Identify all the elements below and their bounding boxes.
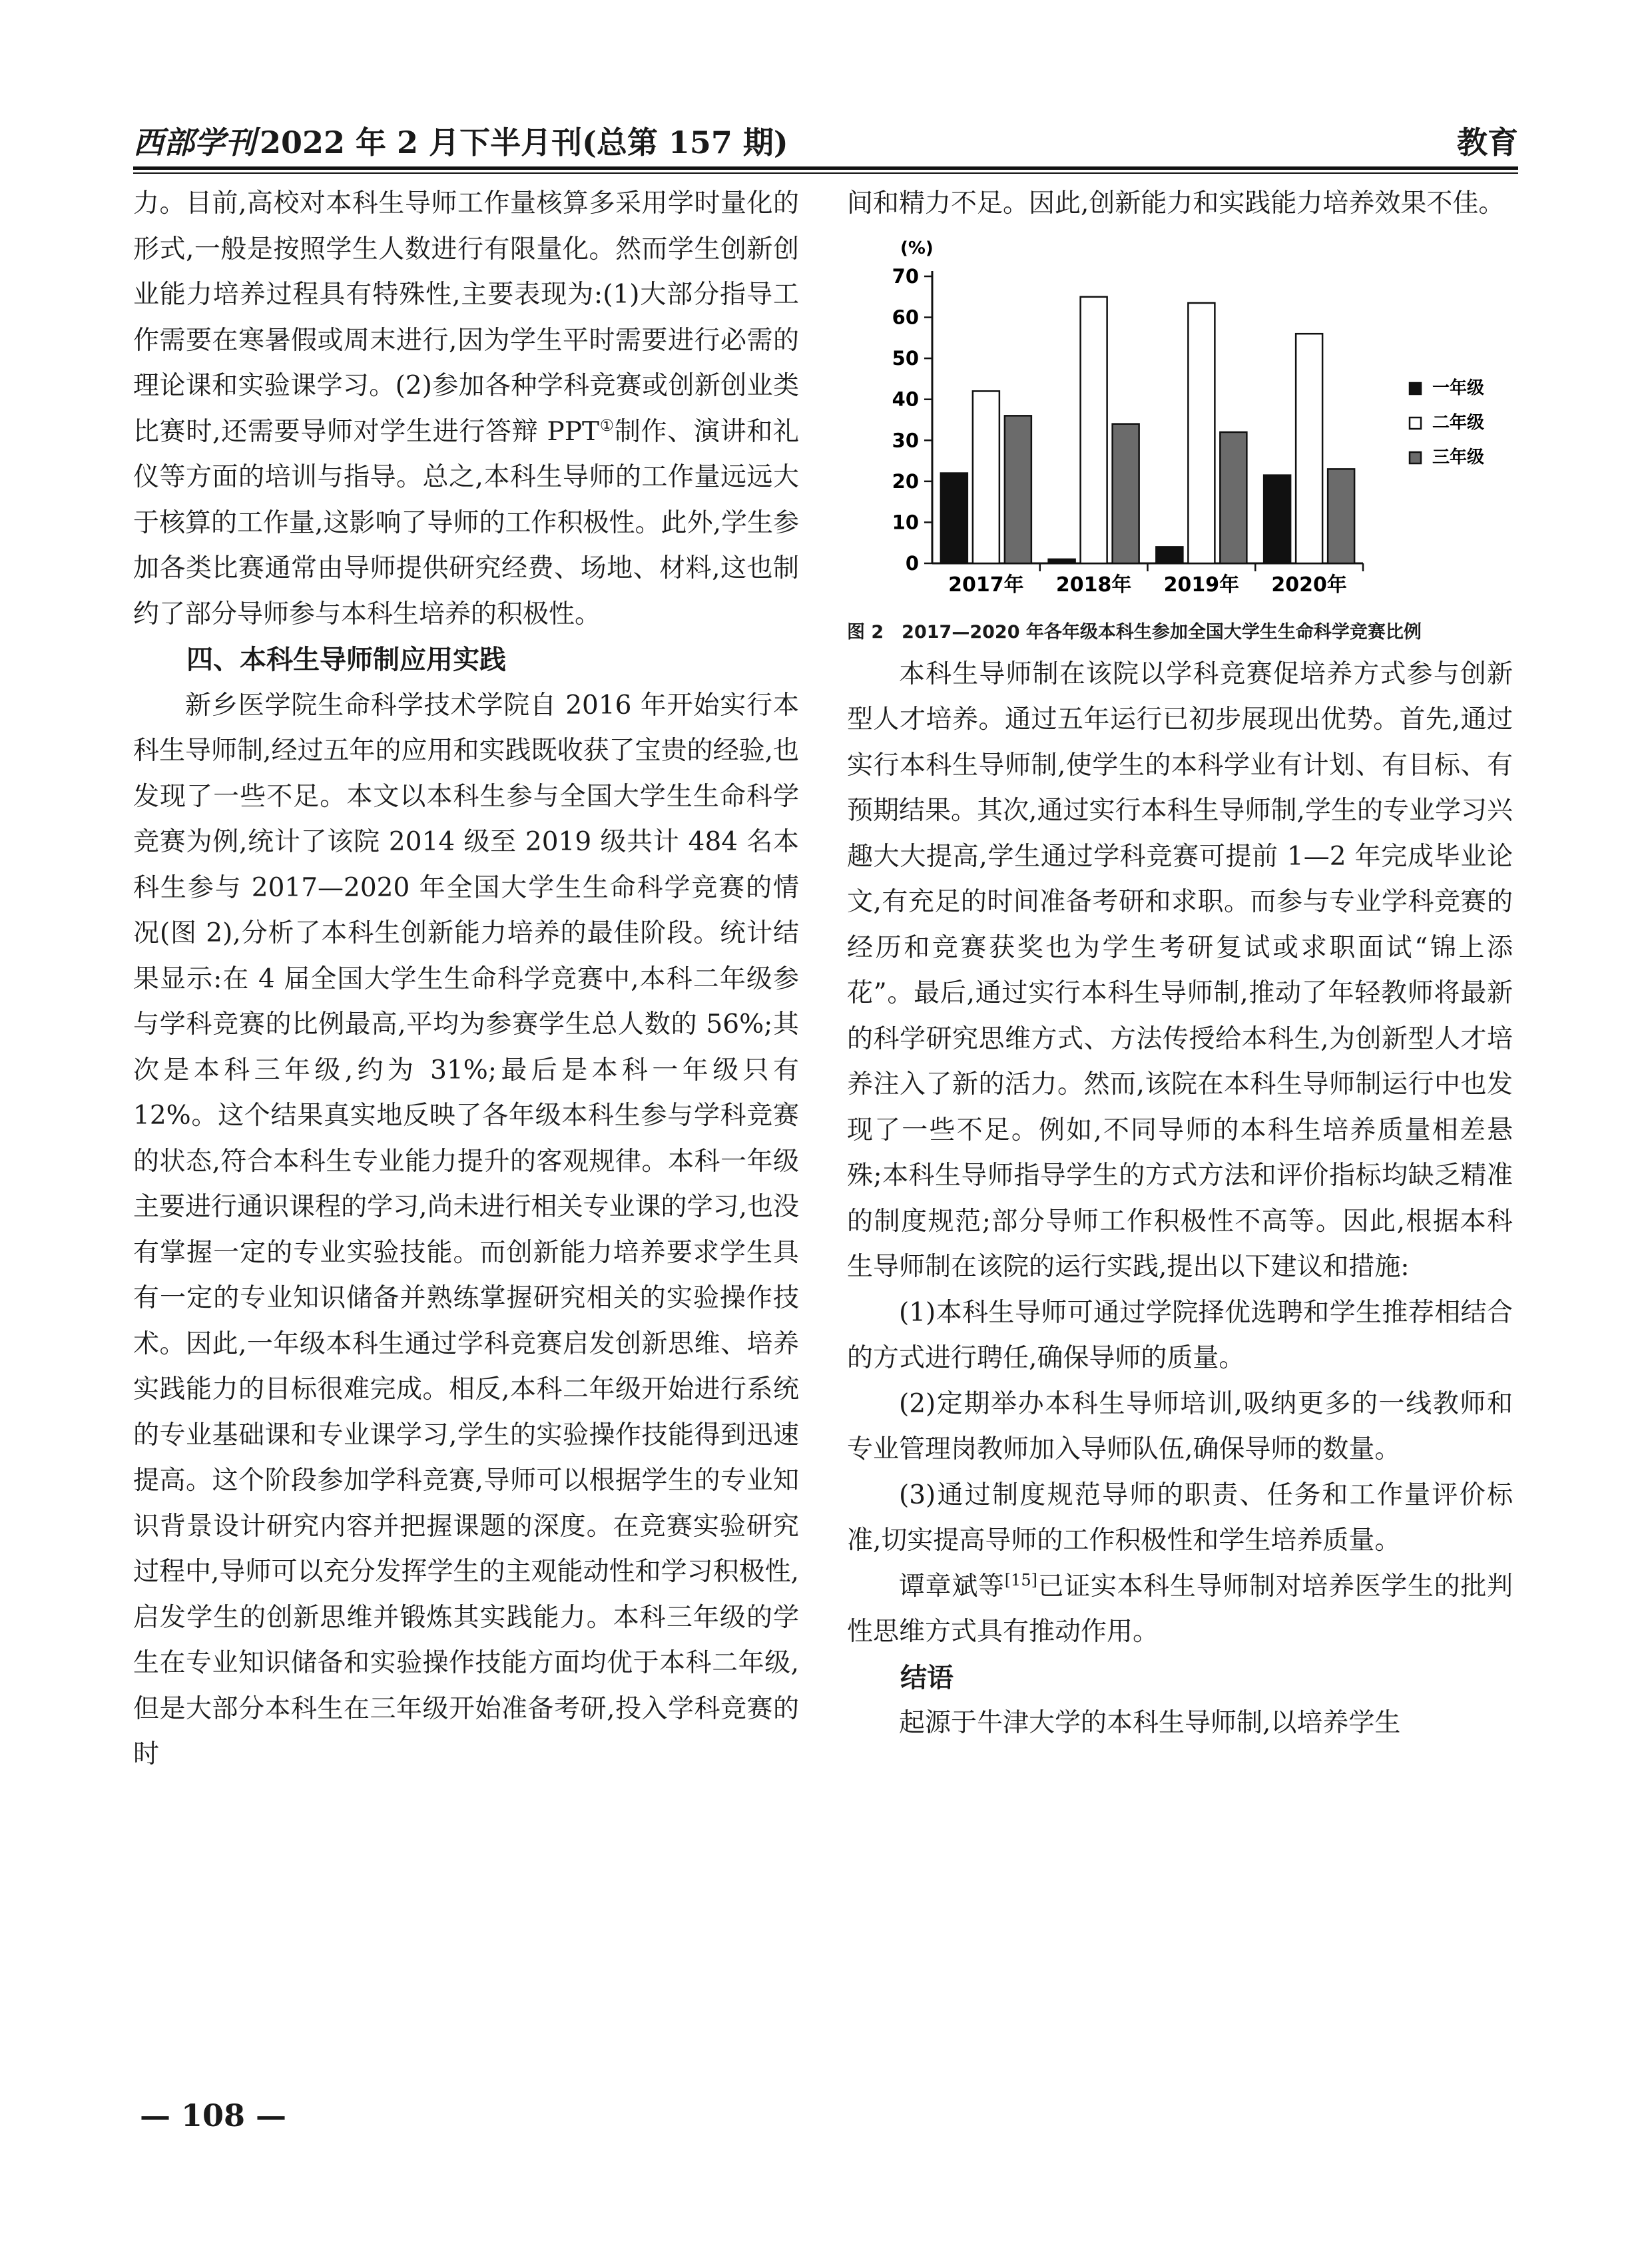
paragraph-text: 力。目前,高校对本科生导师工作量核算多采用学时量化的形式,一般是按照学生人数进行有限量化。然而学生创新创业能力培养过程具有特殊性,主要表现为:(1)大部分指导工作需要在寒暑假或周末进行,因为学生平时需要进行必需的理论课和实验课学习。(2)参加各种学科竞赛或创新创业类比赛时,还需要导师对学生进行答辩 PPT (133, 188, 799, 447)
section-heading: 四、本科生导师制应用实践 (186, 645, 506, 675)
legend-swatch (1410, 452, 1421, 463)
right-column (847, 181, 1513, 1747)
list-item: (3)通过制度规范导师的职责、任务和工作量评价标准,切实提高导师的工作积极性和学生培养质量。 (847, 1480, 1513, 1555)
legend-label: 三年级 (1432, 447, 1485, 467)
left-column (133, 181, 799, 1778)
bar-2-2019年 (1188, 303, 1215, 563)
list-item: (1)本科生导师可通过学院择优选聘和学生推荐相结合的方式进行聘任,确保导师的质量。 (847, 1297, 1513, 1373)
paragraph (847, 1564, 1513, 1655)
bar-1-2017年 (941, 473, 967, 563)
bar-3-2019年 (1220, 431, 1246, 563)
section-heading: 结语 (900, 1662, 954, 1693)
legend-swatch (1410, 383, 1421, 394)
list-item: (2)定期举办本科生导师培训,吸纳更多的一线教师和专业管理岗教师加入导师队伍,确保导师的数量。 (847, 1388, 1513, 1464)
bar-2-2018年 (1081, 296, 1107, 563)
y-tick-label: 20 (892, 469, 919, 493)
y-tick-label: 70 (892, 264, 919, 288)
legend-label: 二年级 (1432, 412, 1485, 433)
figure-caption: 图 2 2017—2020 年各年级本科生参加全国大学生生命科学竞赛比例 (847, 621, 1422, 643)
paragraph-text: 制作、演讲和礼仪等方面的培训与指导。总之,本科生导师的工作量远远大于核算的工作量,这影响了导师的工作积极性。此外,学生参加各类比赛通常由导师提供研究经费、场地、材料,这也制约了部分导师参与本科生培养的积极性。 (133, 416, 799, 629)
bar-1-2020年 (1264, 475, 1290, 563)
page-header (133, 112, 1518, 165)
legend-swatch (1410, 418, 1421, 429)
paragraph: 本科生导师制在该院以学科竞赛促培养方式参与创新型人才培养。通过五年运行已初步展现出优势。首先,通过实行本科生导师制,使学生的本科学业有计划、有目标、有预期结果。其次,通过实行本科生导师制,学生的专业学习兴趣大大提高,学生通过学科竞赛可提前 1—2 年完成毕业论文,有充足的时间准备考研和求职。而参与专业学科竞赛的经历和竞赛获奖也为学生考研复试或求职面试“锦上添花”。最后,通过实行本科生导师制,推动了年轻教师将最新的科学研究思维方式、方法传授给本科生,为创新型人才培养注入了新的活力。然而,该院在本科生导师制运行中也发现了一些不足。例如,不同导师的本科生培养质量相差悬殊;本科生导师指导学生的方式方法和评价指标均缺乏精准的制度规范;部分导师工作积极性不高等。因此,根据本科生导师制在该院的运行实践,提出以下建议和措施: (847, 659, 1513, 1282)
journal-title (133, 119, 788, 162)
bar-1-2019年 (1156, 547, 1183, 563)
x-tick-label: 2020年 (1271, 573, 1347, 597)
header-rule (133, 166, 1518, 174)
journal-logo: 西部学刊 (133, 125, 256, 160)
legend-label: 一年级 (1432, 378, 1485, 398)
bar-2-2020年 (1296, 334, 1322, 563)
y-tick-label: 50 (892, 346, 919, 370)
page-number: — 108 — (140, 2098, 287, 2133)
figure-2 (847, 228, 1513, 615)
bar-3-2018年 (1113, 423, 1139, 563)
y-axis-unit: (%) (900, 238, 934, 258)
y-tick-label: 40 (892, 388, 919, 411)
y-tick-label: 0 (905, 551, 919, 575)
section-label: 教育 (1457, 125, 1518, 160)
issue-info: 2022 年 2 月下半月刊(总第 157 期) (260, 125, 788, 160)
x-tick-label: 2019年 (1163, 573, 1240, 597)
y-tick-label: 60 (892, 306, 919, 329)
paragraph: 新乡医学院生命科学技术学院自 2016 年开始实行本科生导师制,经过五年的应用和实践既收获了宝贵的经验,也发现了一些不足。本文以本科生参与全国大学生生命科学竞赛为例,统计了该院 2014 级至 2019 级共计 484 名本科生参与 2017—2020 年全国大学生生命科学竞赛的情况(图 2),分析了本科生创新能力培养的最佳阶段。统计结果显示:在 4 届全国大学生生命科学竞赛中,本科二年级参与学科竞赛的比例最高,平均为参赛学生总人数的 56%;其次是本科三年级,约为 31%;最后是本科一年级只有 12%。这个结果真实地反映了各年级本科生参与学科竞赛的状态,符合本科生专业能力提升的客观规律。本科一年级主要进行通识课程的学习,尚未进行相关专业课的学习,也没有掌握一定的专业实验技能。而创新能力培养要求学生具有一定的专业知识储备并熟练掌握研究相关的实验操作技术。因此,一年级本科生通过学科竞赛启发创新思维、培养实践能力的目标很难完成。相反,本科二年级开始进行系统的专业基础课和专业课学习,学生的实验操作技能得到迅速提高。这个阶段参加学科竞赛,导师可以根据学生的专业知识背景设计研究内容并把握课题的深度。在竞赛实验研究过程中,导师可以充分发挥学生的主观能动性和学习积极性,启发学生的创新思维并锻炼其实践能力。本科三年级的学生在专业知识储备和实验操作技能方面均优于本科二年级,但是大部分本科生在三年级开始准备考研,投入学科竞赛的时 (133, 690, 799, 1769)
paragraph-text: 已证实本科生导师制对培养医学生的批判性思维方式具有推动作用。 (847, 1571, 1513, 1647)
paragraph-text: 谭章斌等 (899, 1571, 1005, 1601)
footnote-mark: ① (599, 416, 615, 435)
bar-3-2020年 (1328, 469, 1354, 563)
bar-2-2017年 (973, 391, 999, 563)
y-tick-label: 30 (892, 428, 919, 451)
x-tick-label: 2018年 (1055, 573, 1132, 597)
bar-chart (847, 228, 1513, 615)
y-tick-label: 10 (892, 510, 919, 533)
bar-1-2018年 (1049, 559, 1075, 563)
bar-3-2017年 (1005, 416, 1031, 563)
paragraph (133, 181, 799, 637)
citation-mark: [15] (1004, 1570, 1037, 1589)
paragraph: 间和精力不足。因此,创新能力和实践能力培养效果不佳。 (847, 188, 1505, 218)
paragraph: 起源于牛津大学的本科生导师制,以培养学生 (899, 1708, 1401, 1738)
x-tick-label: 2017年 (948, 573, 1024, 597)
